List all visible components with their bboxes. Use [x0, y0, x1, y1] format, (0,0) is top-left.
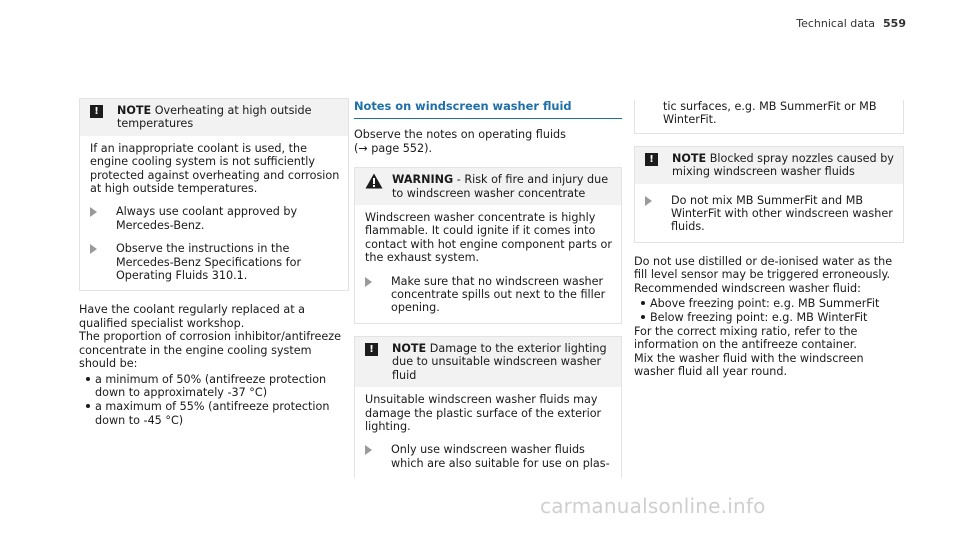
paragraph: The proportion of corrosion inhibitor/antifreeze concentrate in the engine cooling system should be:	[79, 330, 342, 371]
warning-box: WARNING - Risk of fire and injury due to windscreen washer concentrate Windscreen washer concentrate is highly flammable. It could ignite if it comes into contact with hot engine component parts or the exhaust system. Make sure that no windscreen washer concentrate spills out next to the filler opening.	[354, 167, 622, 324]
section-title: Technical data	[796, 17, 876, 30]
bullet-icon	[634, 311, 650, 324]
note-body: If an inappropriate coolant is used, the engine cooling system is not sufficiently protected against overheating and corrosion at high outside temperatures.	[90, 141, 340, 196]
arrow-right-icon	[365, 445, 379, 455]
page-header	[796, 17, 906, 30]
note-label: NOTE	[672, 151, 707, 165]
note-box-overheating	[79, 98, 349, 291]
paragraph: For the correct mixing ratio, refer to the information on the antifreeze container.	[634, 324, 858, 352]
arrow-right-icon	[90, 244, 104, 254]
section-heading: Notes on windscreen washer fluid	[354, 100, 622, 119]
note-title: Damage to the exterior lighting due to unsuitable windscreen washer fluid	[392, 341, 607, 382]
step-text: Make sure that no windscreen washer concentrate spills out next to the filler opening.	[391, 274, 606, 315]
watermark: carmanualsonline.info	[540, 494, 766, 518]
continued-box	[634, 100, 904, 134]
paragraph: Do not use distilled or de-ionised water as the fill level sensor may be triggered erroneously.	[634, 254, 893, 282]
note-header	[80, 99, 348, 136]
warning-icon	[365, 173, 383, 189]
step-text: Only use windscreen washer fluids which are also suitable for use on plas-	[391, 443, 610, 470]
step-text: Observe the instructions in the Mercedes-Benz Specifications for Operating Fluids 310.1.	[116, 242, 302, 283]
note-label: NOTE	[392, 341, 427, 355]
note-box-lighting	[354, 336, 622, 478]
column-2	[354, 100, 622, 478]
bullet-icon	[79, 373, 95, 400]
column-1	[79, 98, 349, 427]
bullet-list	[634, 297, 904, 325]
warning-title: Risk of fire and injury due to windscreen washer concentrate	[392, 173, 609, 200]
arrow-right-icon	[365, 277, 379, 287]
continued-text: tic surfaces, e.g. MB SummerFit or MB WinterFit.	[663, 100, 877, 127]
paragraph: Recommended windscreen washer fluid:	[634, 281, 861, 295]
warning-body: Windscreen washer concentrate is highly flammable. It could ignite if it comes into contact with hot engine component parts or the exhaust system.	[365, 211, 612, 265]
step-item	[90, 205, 340, 232]
step-item	[645, 194, 895, 234]
step-text: Always use coolant approved by Mercedes-Benz.	[116, 205, 298, 232]
page-number: 559	[883, 17, 906, 30]
column-3	[634, 100, 904, 379]
note-box-nozzles	[634, 146, 904, 243]
intro-text: Observe the notes on operating fluids	[354, 128, 566, 142]
exclamation-icon: !	[365, 343, 378, 356]
arrow-right-icon	[90, 207, 104, 217]
bullet-list	[79, 373, 349, 428]
step-item	[365, 443, 613, 470]
list-item: Above freezing point: e.g. MB SummerFit	[634, 297, 904, 310]
step-item	[90, 242, 340, 282]
note-body: Unsuitable windscreen washer fluids may damage the plastic surface of the exterior lighting.	[365, 393, 602, 433]
exclamation-icon: !	[645, 153, 658, 166]
note-label: NOTE	[117, 104, 152, 117]
list-item: a maximum of 55% (antifreeze protection down to -45 °C)	[79, 400, 349, 427]
paragraph: Mix the washer fluid with the windscreen washer fluid all year round.	[634, 351, 864, 379]
warning-label: WARNING	[392, 173, 454, 187]
bullet-icon	[79, 400, 95, 427]
paragraph: Have the coolant regularly replaced at a qualified specialist workshop.	[79, 303, 306, 330]
list-item: a minimum of 50% (antifreeze protection down to approximately -37 °C)	[79, 373, 349, 400]
page-reference-link[interactable]: (→ page 552).	[354, 141, 433, 155]
note-title: Overheating at high outside temperatures	[117, 104, 312, 131]
step-text: Do not mix MB SummerFit and MB WinterFit with other windscreen washer fluids.	[671, 193, 893, 234]
note-title: Blocked spray nozzles caused by mixing windscreen washer fluids	[672, 151, 894, 179]
arrow-right-icon	[645, 196, 659, 206]
exclamation-icon: !	[90, 105, 103, 118]
bullet-icon	[634, 297, 650, 310]
list-item: Below freezing point: e.g. MB WinterFit	[634, 311, 904, 324]
step-item	[365, 275, 613, 315]
